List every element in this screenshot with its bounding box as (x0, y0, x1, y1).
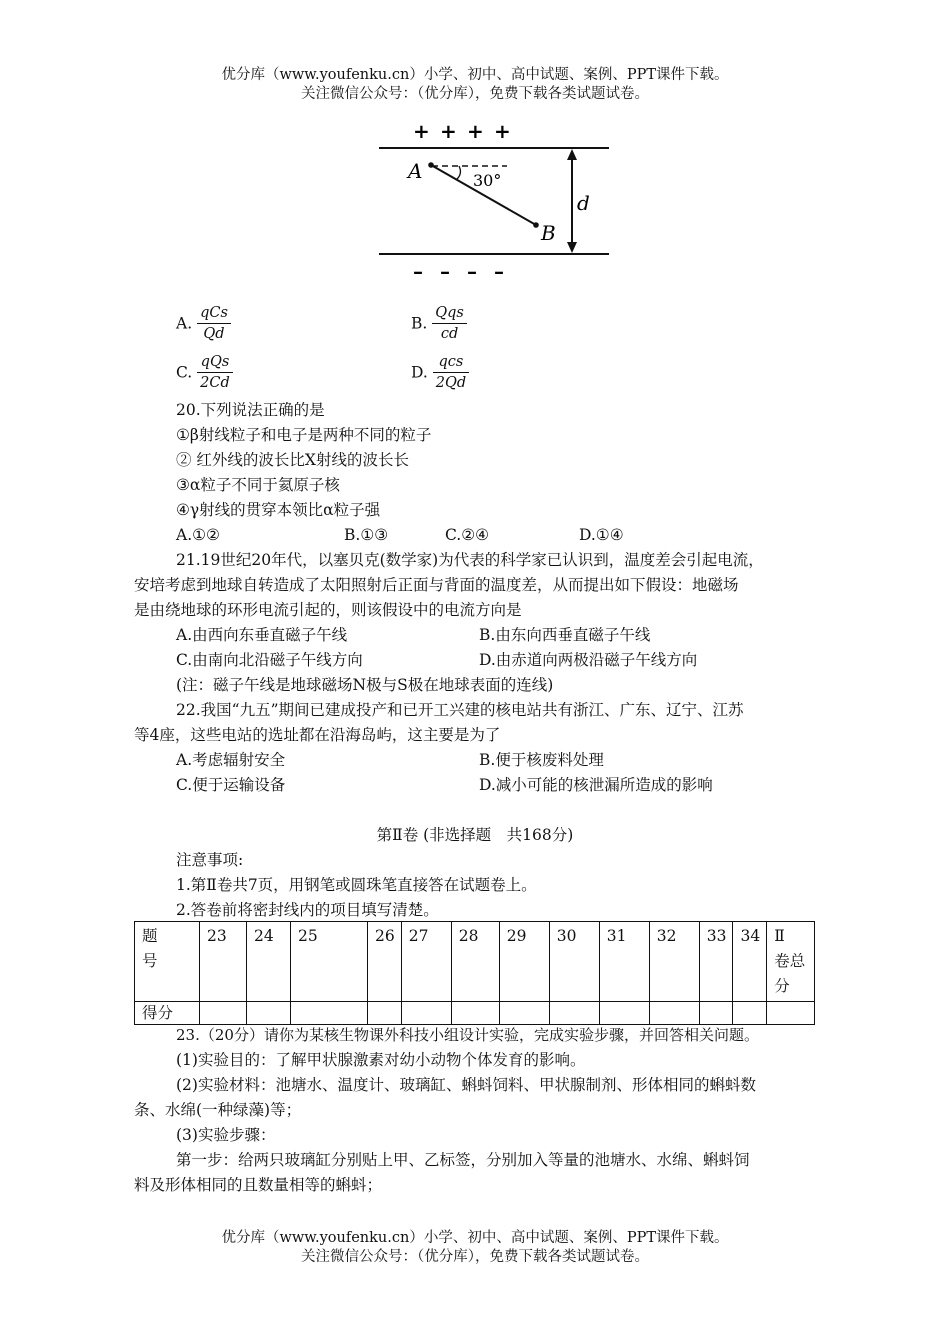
score-cell[interactable] (649, 1002, 699, 1025)
d-arrow-head-bottom (567, 242, 577, 253)
q22-option-c: C.便于运输设备 (176, 776, 286, 794)
table-row (135, 922, 815, 1002)
footer-line-2: 关注微信公众号：（优分库），免费下载各类试题试卷。 (301, 1249, 649, 1265)
question-number-cell: 23 (200, 922, 247, 1002)
header-cell (135, 922, 200, 1002)
total-score-line: Ⅱ (774, 927, 785, 945)
q21-stem-line-3: 是由绕地球的环形电流引起的，则该假设中的电流方向是 (134, 601, 522, 619)
point-b (533, 222, 539, 228)
q21-note: (注：磁子午线是地球磁场N极与S极在地球表面的连线) (176, 676, 554, 694)
question-number-cell: 27 (401, 922, 451, 1002)
angle-arc (456, 166, 460, 180)
option-letter: C. (176, 363, 193, 382)
score-label-cell: 得分 (135, 1002, 200, 1025)
question-number-cell: 33 (699, 922, 733, 1002)
denominator: cd (440, 326, 459, 342)
minus-sign: – (494, 259, 504, 278)
q20-stem: 20.下列说法正确的是 (176, 401, 325, 419)
q23-materials-line-1: (2)实验材料：池塘水、温度计、玻璃缸、蝌蚪饲料、甲状腺制剂、形体相同的蝌蚪数 (176, 1076, 756, 1094)
numerator: Qqs (432, 304, 467, 324)
score-cell[interactable] (699, 1002, 733, 1025)
option-letter: A. (176, 314, 193, 333)
header-cell-line: 题 (142, 927, 158, 945)
q21-stem-line-1: 21.19世纪20年代，以塞贝克(数学家)为代表的科学家已认识到，温度差会引起电流， (176, 551, 764, 569)
point-a (428, 162, 434, 168)
q21-stem-line-2: 安培考虑到地球自转造成了太阳照射后正面与背面的温度差，从而提出如下假设：地磁场 (134, 576, 739, 594)
minus-signs (413, 259, 504, 278)
option-letter: B. (411, 314, 428, 333)
minus-sign: – (467, 259, 477, 278)
question-number-cell: 24 (247, 922, 291, 1002)
score-cell[interactable] (767, 1002, 815, 1025)
q20-option-c: C.②④ (445, 526, 490, 544)
question-number-cell: 30 (549, 922, 599, 1002)
q20-statement-4: ④γ射线的贯穿本领比α粒子强 (176, 501, 381, 519)
q21-option-a: A.由西向东垂直磁子午线 (176, 626, 348, 644)
q21-option-d: D.由赤道向两极沿磁子午线方向 (479, 651, 698, 669)
minus-sign: – (440, 259, 450, 278)
q22-stem-line-2: 等4座，这些电站的选址都在沿海岛屿，这主要是为了 (134, 726, 501, 744)
notice-heading: 注意事项: (176, 851, 244, 869)
denominator: 2Qd (435, 375, 467, 391)
question-number-cell: 31 (599, 922, 649, 1002)
question-number-cell: 32 (649, 922, 699, 1002)
score-cell[interactable] (549, 1002, 599, 1025)
question-number-cell: 29 (499, 922, 549, 1002)
q23-stem: 23.（20分）请你为某核生物课外科技小组设计实验，完成实验步骤，并回答相关问题。 (176, 1026, 759, 1044)
label-d: d (577, 191, 590, 215)
q23-materials-line-2: 条、水绵(一种绿藻)等； (134, 1101, 302, 1119)
q20-statement-2: ② 红外线的波长比X射线的波长长 (176, 451, 409, 469)
header-cell-line: 号 (142, 952, 158, 970)
fraction (197, 304, 231, 343)
numerator: qCs (197, 304, 231, 324)
option-d (411, 353, 469, 392)
q22-option-d: D.减小可能的核泄漏所造成的影响 (479, 776, 713, 794)
option-c (176, 353, 233, 392)
fraction (432, 304, 467, 343)
score-cell[interactable] (733, 1002, 767, 1025)
total-score-line: 分 (774, 977, 790, 995)
q22-stem-line-1: 22.我国“九五”期间已建成投产和已开工兴建的核电站共有浙江、广东、辽宁、江苏 (176, 701, 744, 719)
plus-signs (413, 119, 511, 143)
score-cell[interactable] (401, 1002, 451, 1025)
q23-step1-line-1: 第一步：给两只玻璃缸分别贴上甲、乙标签，分别加入等量的池塘水、水绵、蝌蚪饲 (176, 1151, 750, 1169)
question-number-cell: 25 (291, 922, 368, 1002)
option-b (411, 304, 467, 343)
question-number-cell: 26 (368, 922, 402, 1002)
score-cell[interactable] (200, 1002, 247, 1025)
label-b: B (541, 221, 556, 245)
score-cell[interactable] (499, 1002, 549, 1025)
header-line-2: 关注微信公众号：（优分库），免费下载各类试题试卷。 (301, 86, 649, 102)
fraction (433, 353, 469, 392)
section-title: 第Ⅱ卷 (非选择题 共168分) (376, 826, 574, 844)
capacitor-figure (375, 118, 615, 278)
score-cell[interactable] (368, 1002, 402, 1025)
q21-option-c: C.由南向北沿磁子午线方向 (176, 651, 363, 669)
notice-item-2: 2.答卷前将密封线内的项目填写清楚。 (176, 901, 439, 919)
q20-statement-1: ①β射线粒子和电子是两种不同的粒子 (176, 426, 432, 444)
table-row (135, 1002, 815, 1025)
q23-purpose: (1)实验目的：了解甲状腺激素对幼小动物个体发育的影响。 (176, 1051, 586, 1069)
score-cell[interactable] (599, 1002, 649, 1025)
denominator: Qd (203, 326, 225, 342)
plus-sign: + (467, 119, 484, 143)
score-cell[interactable] (291, 1002, 368, 1025)
footer-line-1: 优分库（www.youfenku.cn）小学、初中、高中试题、案例、PPT课件下载。 (221, 1230, 729, 1246)
question-number-cell: 28 (451, 922, 499, 1002)
q20-statement-3: ③α粒子不同于氦原子核 (176, 476, 340, 494)
label-a: A (408, 159, 423, 183)
numerator: qcs (433, 353, 469, 373)
page-footer (0, 1229, 950, 1267)
total-score-line: 卷总 (774, 952, 806, 970)
q20-option-a: A.①② (176, 526, 220, 544)
angle-label: 30° (473, 171, 502, 190)
header-line-1: 优分库（www.youfenku.cn）小学、初中、高中试题、案例、PPT课件下载。 (221, 67, 729, 83)
q23-step1-line-2: 料及形体相同的且数量相等的蝌蚪； (134, 1176, 383, 1194)
option-a (176, 304, 231, 343)
q20-option-d: D.①④ (579, 526, 624, 544)
d-arrow-head-top (567, 149, 577, 160)
q20-option-b: B.①③ (344, 526, 389, 544)
q22-option-a: A.考虑辐射安全 (176, 751, 286, 769)
score-cell[interactable] (451, 1002, 499, 1025)
plus-sign: + (494, 119, 511, 143)
score-cell[interactable] (247, 1002, 291, 1025)
minus-sign: – (413, 259, 423, 278)
numerator: qQs (197, 353, 233, 373)
plus-sign: + (413, 119, 430, 143)
plus-sign: + (440, 119, 457, 143)
fraction (197, 353, 233, 392)
denominator: 2Cd (200, 375, 230, 391)
option-letter: D. (411, 363, 428, 382)
page-header (0, 66, 950, 104)
total-score-header (767, 922, 815, 1002)
question-number-cell: 34 (733, 922, 767, 1002)
q22-option-b: B.便于核废料处理 (479, 751, 604, 769)
notice-item-1: 1.第Ⅱ卷共7页，用钢笔或圆珠笔直接答在试题卷上。 (176, 876, 537, 894)
score-table (134, 921, 815, 1025)
q23-steps-heading: (3)实验步骤： (176, 1126, 276, 1144)
q21-option-b: B.由东向西垂直磁子午线 (479, 626, 651, 644)
